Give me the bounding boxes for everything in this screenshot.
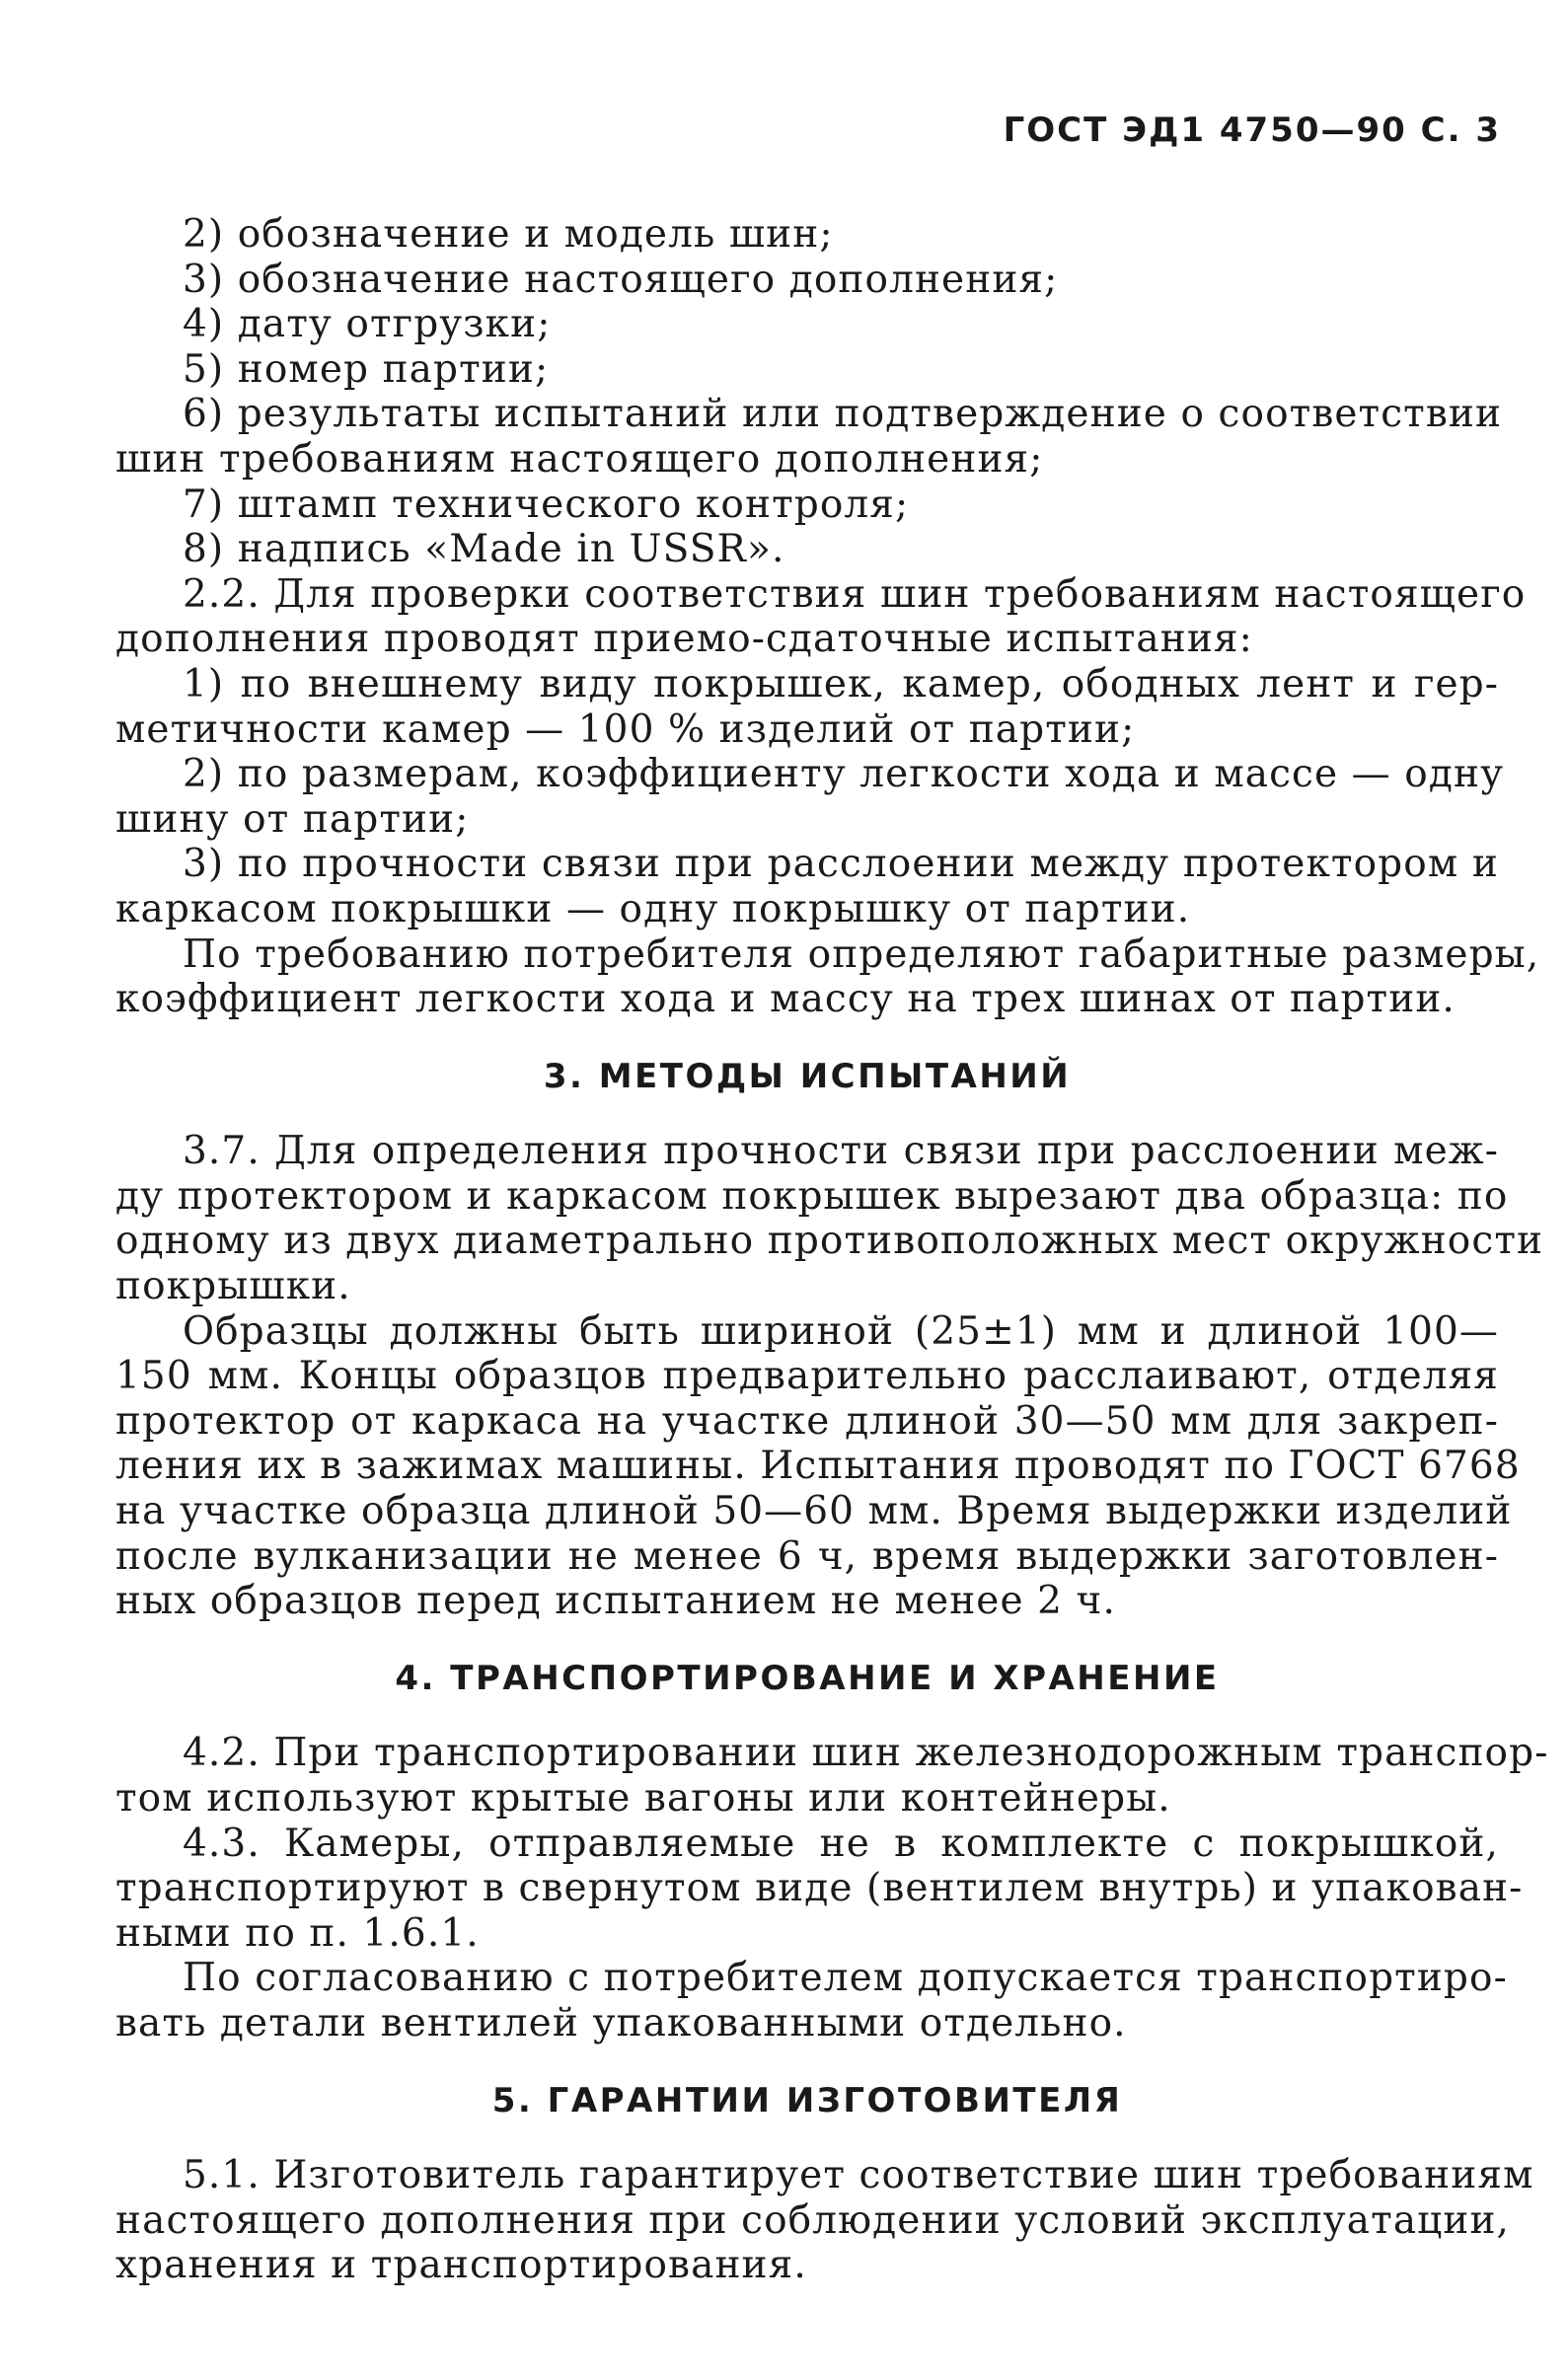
paragraph-line: на участке образца длиной 50—60 мм. Время выдержки изделий <box>115 1489 1513 1534</box>
running-header: ГОСТ ЭД1 4750—90 С. 3 <box>1003 111 1501 150</box>
document-body <box>115 212 1549 2288</box>
paragraph-line: По согласованию с потребителем допускается транспортиро- <box>183 1956 1508 2001</box>
paragraph-line: По требованию потребителя определяют габаритные размеры, <box>183 931 1540 977</box>
paragraph-line: ления их в зажимах машины. Испытания проводят по ГОСТ 6768 <box>115 1444 1521 1489</box>
paragraph-line: 2.2. Для проверки соответствия шин требованиям настоящего <box>183 571 1527 617</box>
list-item-ship-date: 4) дату отгрузки; <box>183 302 552 347</box>
paragraph-line: 4.3. Камеры, отправляемые не в комплекте с покрышкой, <box>183 1821 1499 1866</box>
paragraph-line: метичности камер — 100 % изделий от партии; <box>115 707 1136 752</box>
paragraph-line: покрышки. <box>115 1264 351 1309</box>
paragraph-line: вать детали вентилей упакованными отдельно. <box>115 2000 1127 2045</box>
list-item-made-in: 8) надпись «Made in USSR». <box>183 527 785 572</box>
section-heading-transport-storage: 4. ТРАНСПОРТИРОВАНИЕ И ХРАНЕНИЕ <box>395 1658 1220 1698</box>
paragraph-line: дополнения проводят приемо-сдаточные испытания: <box>115 617 1253 662</box>
paragraph-line: 1) по внешнему виду покрышек, камер, ободных лент и гер- <box>183 661 1499 707</box>
paragraph-line: 2) по размерам, коэффициенту легкости хода и массе — одну <box>183 752 1505 797</box>
list-item-supplement: 3) обозначение настоящего дополнения; <box>183 257 1059 302</box>
paragraph-line: 4.2. При транспортировании шин железнодорожным транспор- <box>183 1731 1549 1776</box>
list-item-designation: 2) обозначение и модель шин; <box>183 212 834 257</box>
paragraph-line: протектор от каркаса на участке длиной 30—50 мм для закреп- <box>115 1398 1499 1444</box>
paragraph-line: ду протектором и каркасом покрышек вырезают два образца: по <box>115 1173 1509 1219</box>
section-heading-warranty: 5. ГАРАНТИИ ИЗГОТОВИТЕЛЯ <box>491 2080 1123 2120</box>
paragraph-line: настоящего дополнения при соблюдении условий эксплуатации, <box>115 2197 1511 2243</box>
paragraph-line: хранения и транспортирования. <box>115 2243 807 2288</box>
list-item-stamp: 7) штамп технического контроля; <box>183 482 910 527</box>
paragraph-line: одному из двух диаметрально противоположных мест окружности <box>115 1219 1544 1264</box>
paragraph-line: шину от партии; <box>115 796 470 842</box>
list-item-batch-number: 5) номер партии; <box>183 346 550 392</box>
paragraph-line: 3.7. Для определения прочности связи при расслоении меж- <box>183 1129 1499 1174</box>
list-item-test-results-cont: шин требованиям настоящего дополнения; <box>115 436 1044 482</box>
paragraph-line: ными по п. 1.6.1. <box>115 1910 480 1956</box>
paragraph-line: ных образцов перед испытанием не менее 2 ч. <box>115 1579 1116 1624</box>
paragraph-line: 3) по прочности связи при расслоении между протектором и <box>183 842 1499 887</box>
paragraph-line: том используют крытые вагоны или контейнеры. <box>115 1776 1171 1821</box>
paragraph-line: 150 мм. Концы образцов предварительно расслаивают, отделяя <box>115 1354 1499 1399</box>
paragraph-line: коэффициент легкости хода и массу на трех шинах от партии. <box>115 977 1456 1022</box>
section-heading-test-methods: 3. МЕТОДЫ ИСПЫТАНИЙ <box>543 1056 1072 1096</box>
paragraph-line: после вулканизации не менее 6 ч, время выдержки заготовлен- <box>115 1533 1499 1579</box>
paragraph-line: 5.1. Изготовитель гарантирует соответствие шин требованиям <box>183 2153 1534 2198</box>
paragraph-line: транспортируют в свернутом виде (вентилем внутрь) и упакован- <box>115 1866 1524 1911</box>
paragraph-line: каркасом покрышки — одну покрышку от партии. <box>115 886 1191 931</box>
paragraph-line: Образцы должны быть шириной (25±1) мм и длиной 100— <box>183 1308 1499 1354</box>
list-item-test-results: 6) результаты испытаний или подтверждение о соответствии <box>183 392 1503 437</box>
